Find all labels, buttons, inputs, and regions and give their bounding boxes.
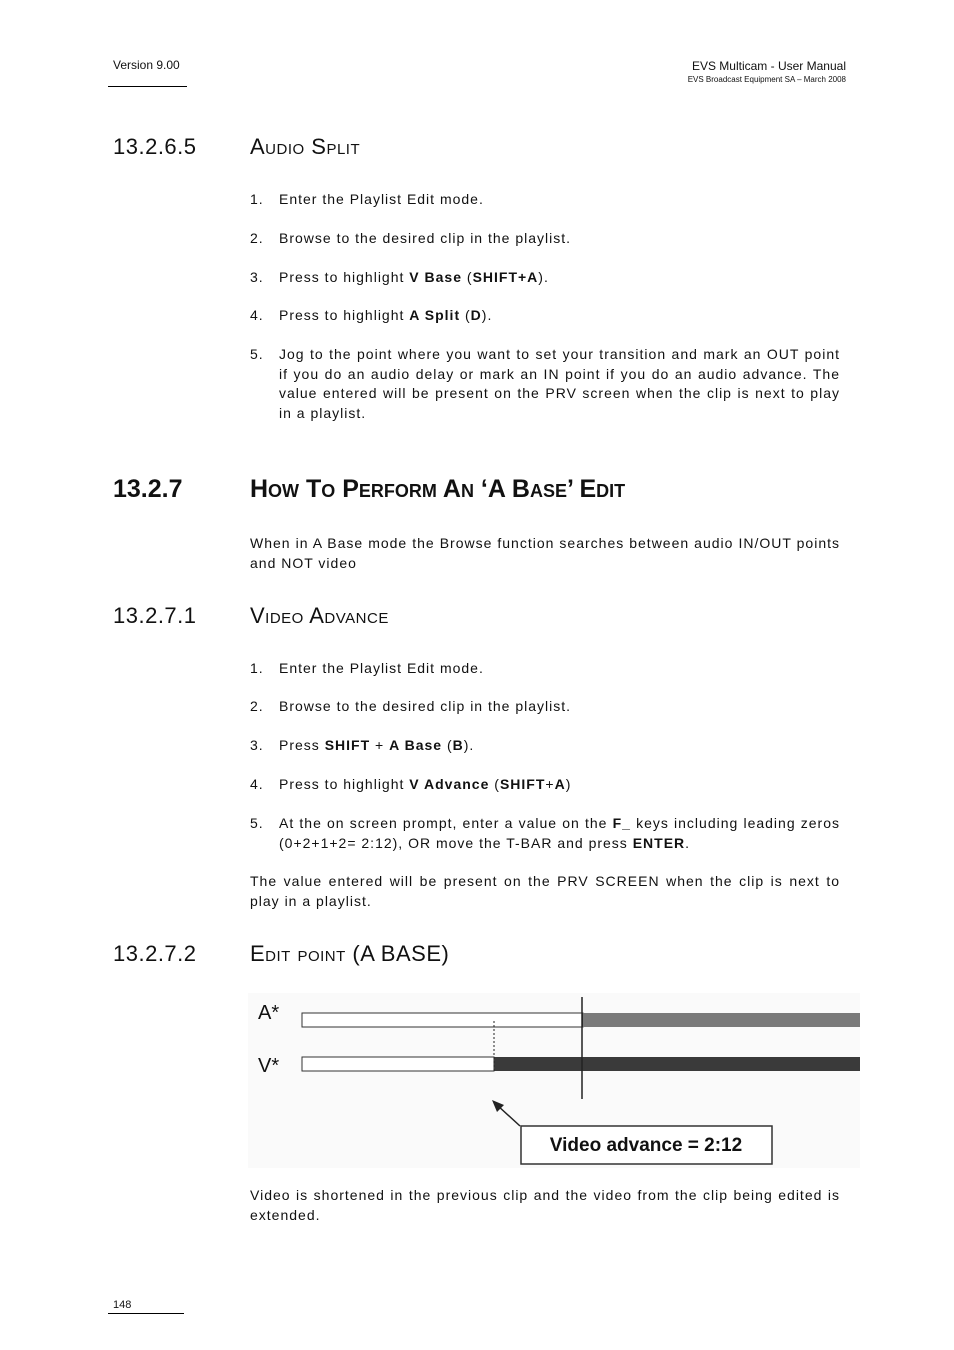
list-item	[250, 814, 840, 853]
track-label-v: V*	[258, 1055, 280, 1077]
key-label: V Advance	[409, 776, 490, 792]
header-title: EVS Multicam - User Manual	[691, 59, 846, 73]
video-advance-note: The value entered will be present on the PRV SCREEN when the clip is next to play in a playlist.	[250, 873, 840, 909]
heading-title: Edit point (A BASE)	[250, 941, 450, 966]
text-run: ).	[538, 269, 549, 285]
heading-number: 13.2.7	[113, 475, 183, 503]
text-run: Jog to the point where you want to set your transition and mark an OUT point if you do an audio delay or mark an IN point if you do an audio advance. The value entered will be present on the PRV screen when the clip is next to play in a playlist.	[279, 346, 840, 421]
list-item	[250, 268, 840, 288]
key-label: SHIFT	[499, 776, 546, 792]
audio-track-edited-clip	[583, 1013, 860, 1027]
heading-number: 13.2.6.5	[113, 134, 197, 159]
list-item	[250, 345, 840, 423]
header-version: Version 9.00	[113, 58, 180, 72]
list-item-text	[279, 268, 840, 288]
edit-point-caption: Video is shortened in the previous clip and the video from the clip being edited is extended.	[250, 1187, 840, 1223]
text-run: (	[460, 307, 471, 323]
callout-text: Video advance = 2:12	[549, 1135, 743, 1156]
track-label-a: A*	[258, 1002, 280, 1024]
list-item	[250, 306, 840, 326]
key-label: B	[452, 737, 464, 753]
page-number: 148	[113, 1299, 132, 1311]
heading-video-advance	[113, 603, 389, 629]
key-label: A Base	[389, 737, 443, 753]
key-label: F_	[612, 815, 631, 831]
key-label: SHIFT	[324, 737, 371, 753]
heading-title: How To Perform An ‘A Base’ Edit	[250, 475, 626, 503]
list-item-text	[279, 736, 840, 756]
heading-a-base-edit	[113, 475, 625, 504]
key-label: A Split	[409, 307, 461, 323]
heading-title: Audio Split	[250, 134, 361, 159]
key-label: V Base	[409, 269, 462, 285]
key-label: ENTER	[632, 834, 686, 851]
list-item-number: 4.	[250, 307, 264, 323]
key-label: D	[470, 307, 482, 323]
text-run: .	[685, 834, 691, 851]
list-item	[250, 659, 840, 679]
text-run: +	[545, 776, 555, 792]
text-run: Press to highlight	[279, 776, 410, 792]
list-item-number: 2.	[250, 698, 264, 714]
header-subtitle: EVS Broadcast Equipment SA – March 2008	[687, 75, 846, 84]
text-run: )	[565, 776, 572, 792]
text-run: At the on screen prompt, enter a value on the	[279, 815, 613, 831]
text-run: Press to highlight	[279, 307, 410, 323]
text-run: Enter the Playlist Edit mode.	[279, 660, 484, 676]
text-run: keys including leading zeros (0+2+1+2= 2:12), OR move the T-BAR and press	[279, 815, 841, 851]
list-item-number: 2.	[250, 230, 264, 246]
text-run: Enter the Playlist Edit mode.	[279, 191, 484, 207]
list-item-number: 1.	[250, 191, 264, 207]
list-item-text	[279, 229, 840, 249]
video-track-previous-clip	[302, 1057, 494, 1071]
text-run: ).	[463, 737, 475, 753]
heading-edit-point	[113, 941, 449, 967]
list-item	[250, 229, 840, 249]
text-run: +	[370, 737, 390, 753]
list-item-number: 3.	[250, 737, 264, 753]
key-label: A	[554, 776, 566, 792]
text-run: ).	[481, 307, 493, 323]
text-run: Browse to the desired clip in the playlist.	[279, 698, 572, 714]
list-item-text	[279, 775, 840, 795]
text-run: Press to highlight	[279, 269, 410, 285]
text-run: (	[442, 737, 453, 753]
list-item-number: 5.	[250, 815, 264, 831]
list-item-number: 1.	[250, 660, 264, 676]
list-item-number: 5.	[250, 346, 264, 362]
list-item	[250, 190, 840, 210]
audio-track-previous-clip	[302, 1013, 583, 1027]
heading-number: 13.2.7.2	[113, 941, 197, 966]
list-item-number: 3.	[250, 269, 264, 285]
list-item	[250, 736, 840, 756]
edit-point-diagram	[248, 993, 860, 1168]
text-run: Press	[279, 737, 325, 753]
footer-rule	[108, 1313, 184, 1314]
list-item-text	[279, 306, 840, 326]
list-item-text	[279, 814, 840, 853]
list-item-number: 4.	[250, 776, 264, 792]
list-item	[250, 697, 840, 717]
list-item-text	[279, 190, 840, 210]
header-rule	[108, 86, 187, 87]
heading-number: 13.2.7.1	[113, 603, 197, 628]
list-item-text	[279, 697, 840, 717]
text-run: Browse to the desired clip in the playlist.	[279, 230, 572, 246]
list-item-text	[279, 659, 840, 679]
heading-title: Video Advance	[250, 603, 389, 628]
video-track-edited-clip	[494, 1057, 860, 1071]
text-run: (	[462, 269, 473, 285]
a-base-intro: When in A Base mode the Browse function searches between audio IN/OUT points and NOT video	[250, 535, 840, 571]
list-item-text	[279, 345, 840, 423]
heading-audio-split	[113, 134, 360, 160]
text-run: (	[489, 776, 500, 792]
key-label: SHIFT+A	[472, 269, 539, 285]
list-item	[250, 775, 840, 795]
